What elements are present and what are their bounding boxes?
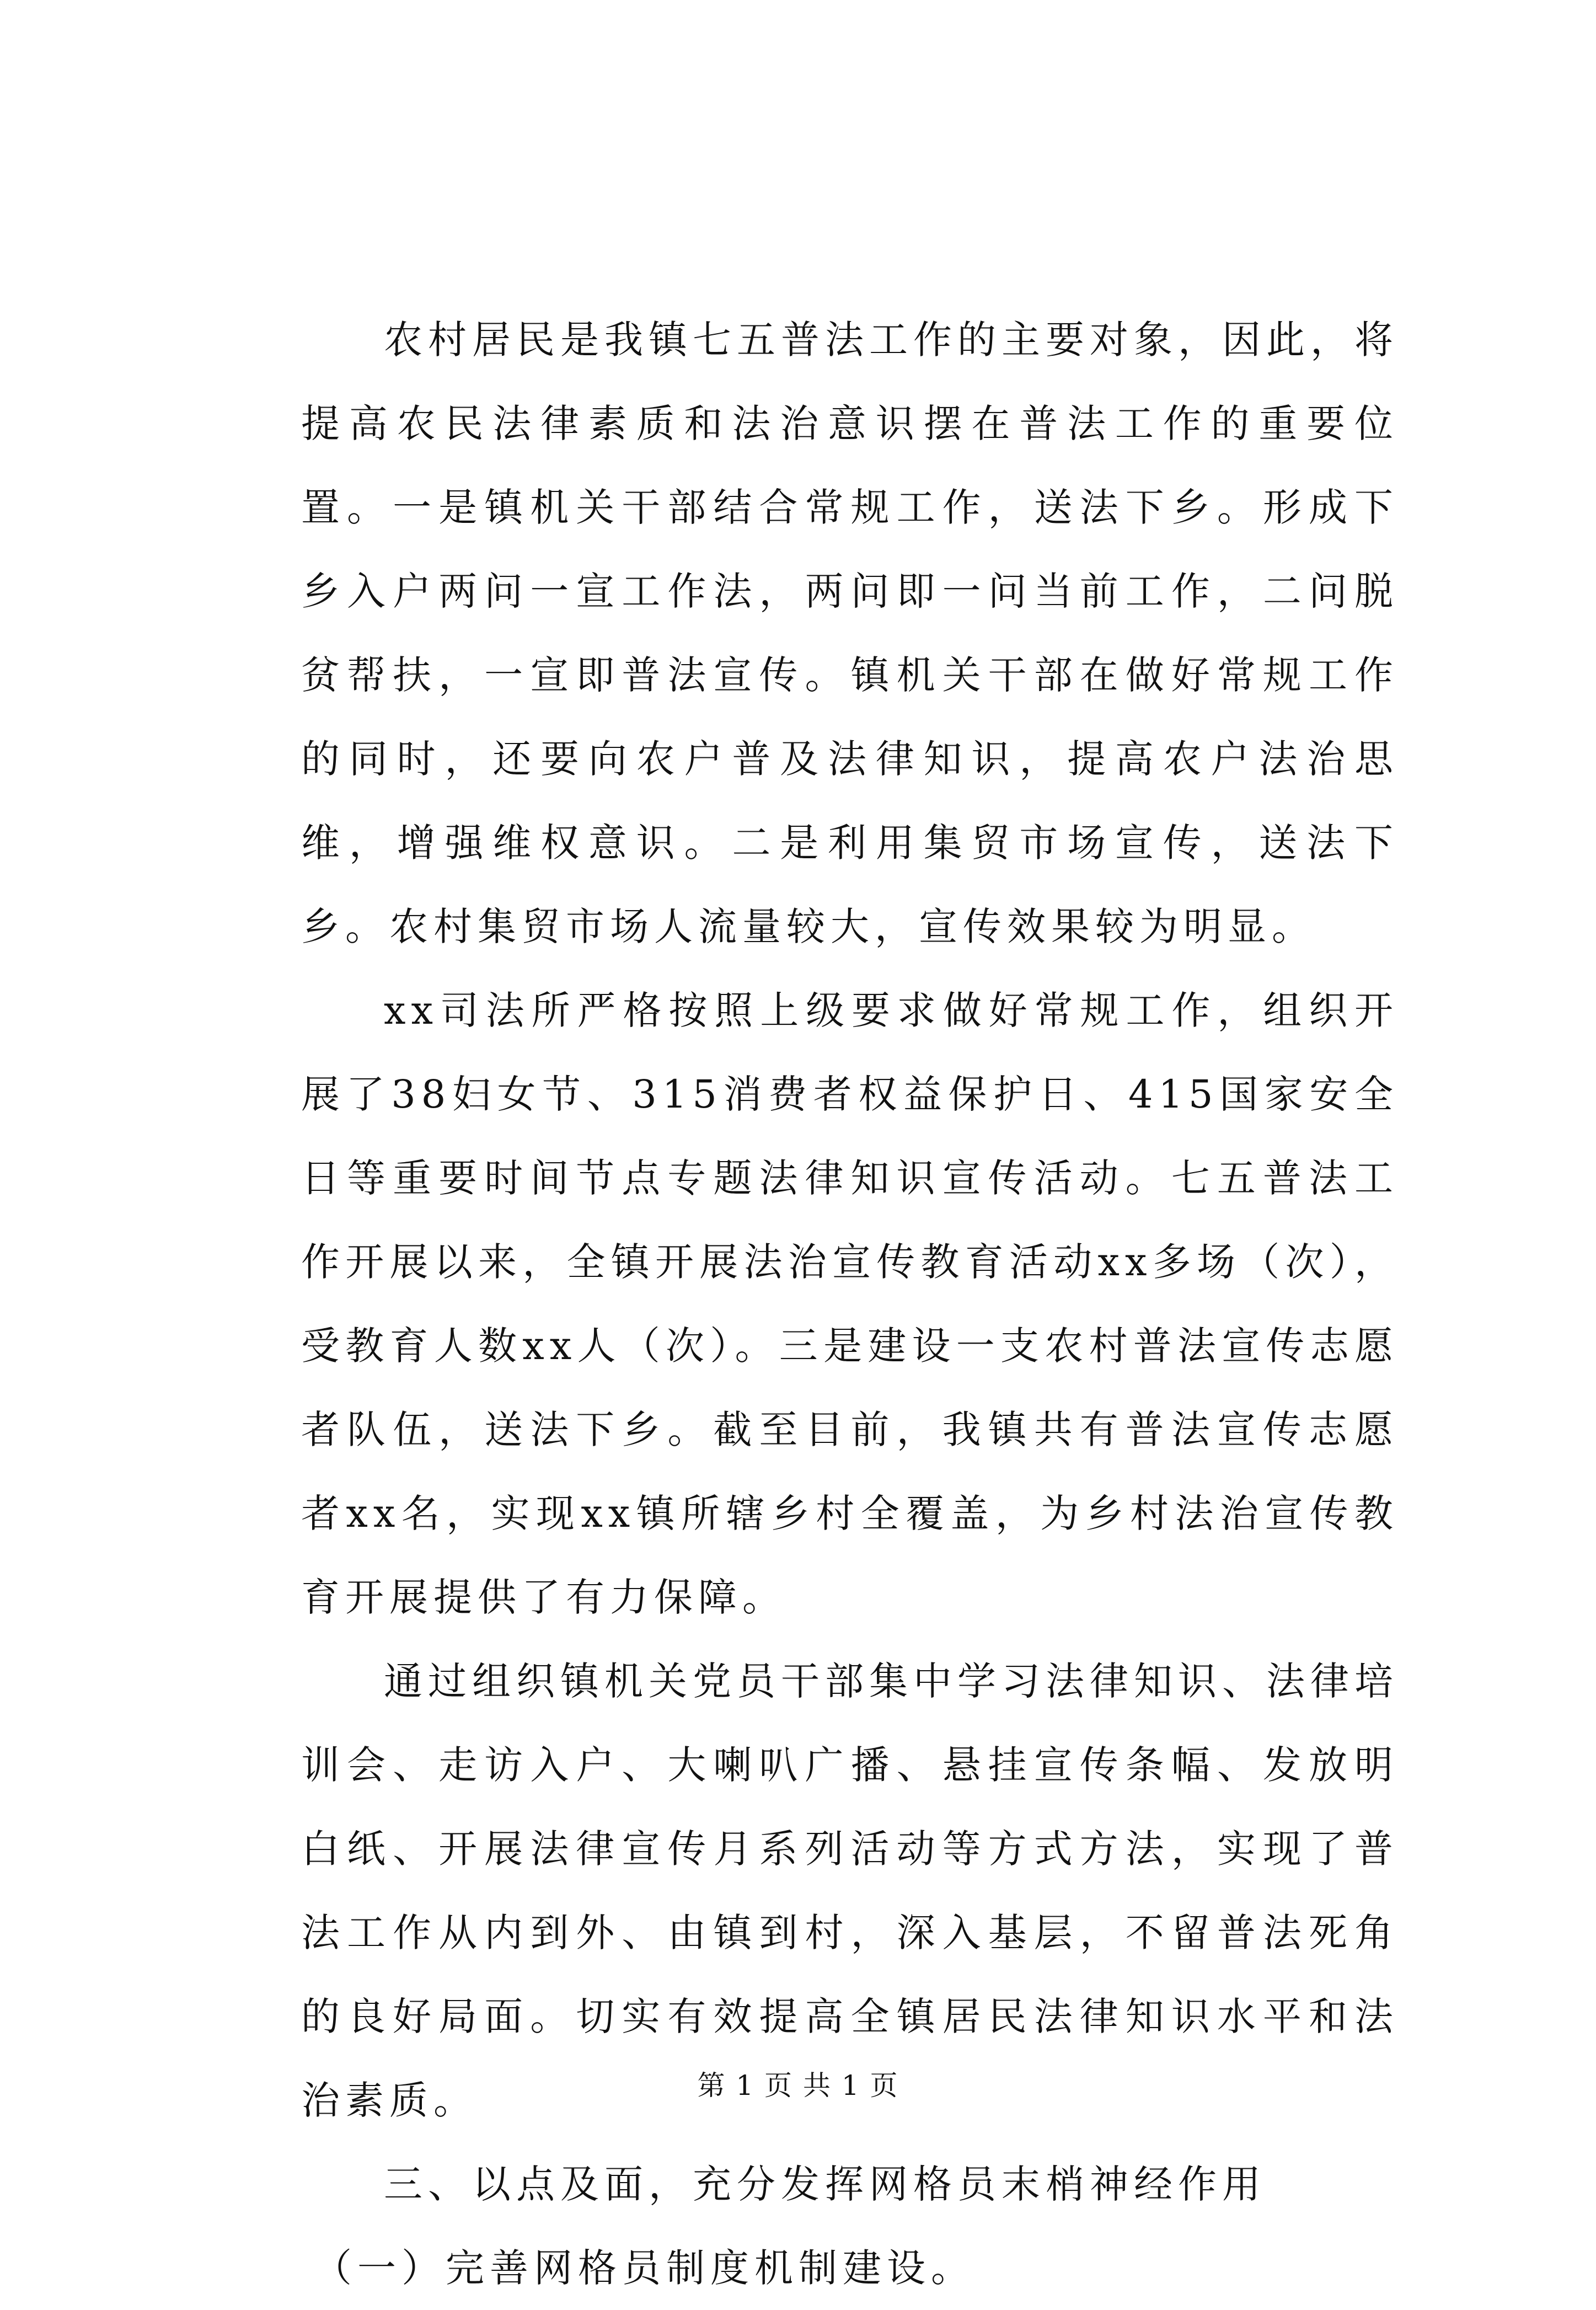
page-footer: 第 1 页 共 1 页 [697, 2070, 899, 2102]
section-heading: 三、以点及面，充分发挥网格员末梢神经作用 [384, 2162, 1266, 2207]
paragraph-2: xx司法所严格按照上级要求做好常规工作，组织开展了38妇女节、315消费者权益保护日、415国家安全日等重要时间节点专题法律知识宣传活动。七五普法工作开展以来，全镇开展法治宣传教育活动xx多场（次），受教育人数xx人（次）。三是建设一支农村普法宣传志愿者队伍，送法下乡。截至目前，我镇共有普法宣传志愿者xx名，实现xx镇所辖乡村全覆盖，为乡村法治宣传教育开展提供了有力保障。 [301, 988, 1399, 1620]
paragraph-1: 农村居民是我镇七五普法工作的主要对象，因此，将提高农民法律素质和法治意识摆在普法工作的重要位置。一是镇机关干部结合常规工作，送法下乡。形成下乡入户两问一宣工作法，两问即一问当前工作，二问脱贫帮扶，一宣即普法宣传。镇机关干部在做好常规工作的同时，还要向农户普及法律知识，提高农户法治思维，增强维权意识。二是利用集贸市场宣传，送法下乡。农村集贸市场人流量较大，宣传效果较为明显。 [301, 317, 1399, 949]
paragraph-3: 通过组织镇机关党员干部集中学习法律知识、法律培训会、走访入户、大喇叭广播、悬挂宣传条幅、发放明白纸、开展法律宣传月系列活动等方式方法，实现了普法工作从内到外、由镇到村，深入基层，不留普法死角的良好局面。切实有效提高全镇居民法律知识水平和法治素质。 [301, 1659, 1399, 2123]
sub-heading: （一）完善网格员制度机制建设。 [313, 2245, 975, 2291]
document-body [301, 298, 1399, 2310]
